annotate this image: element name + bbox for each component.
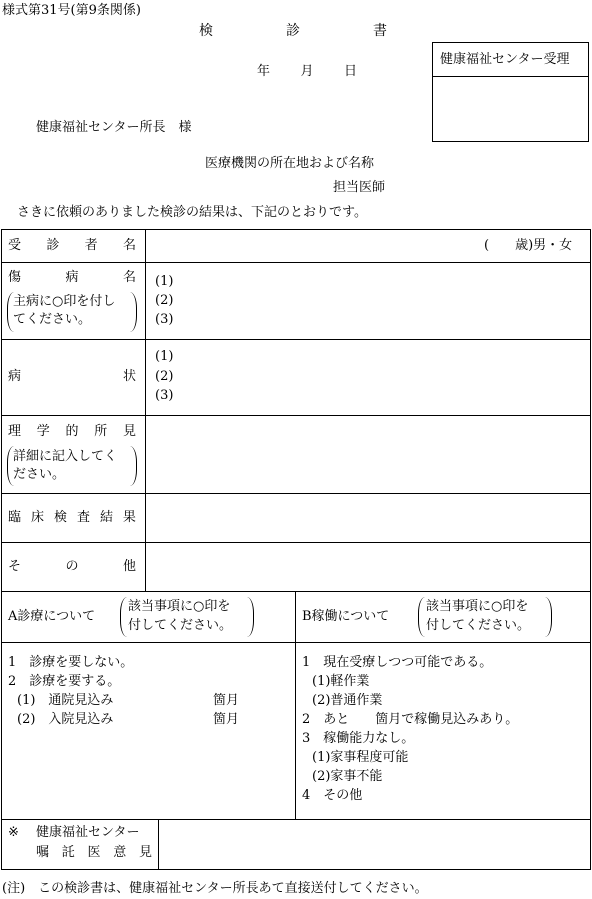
section-a-option: 1 診療を要しない。 — [8, 655, 134, 670]
patient-name-label: 受 診 者 名 — [8, 238, 136, 253]
addressee: 健康福祉センター所長 様 — [36, 120, 192, 135]
doctor-label: 担当医師 — [333, 180, 386, 195]
symptom-item: (1) — [155, 349, 174, 364]
section-a-unit: 箇月 — [213, 693, 240, 708]
symptom-item: (3) — [155, 388, 174, 403]
disease-note: てください。 — [13, 312, 92, 327]
date-day: 日 — [343, 64, 357, 79]
section-b-suboption: (2)家事不能 — [312, 769, 383, 784]
section-b-option: 2 あと 箇月で稼働見込みあり。 — [302, 712, 519, 727]
findings-note: ださい。 — [13, 467, 66, 482]
section-b-note: 該当事項に○印を — [426, 599, 529, 614]
disease-item: (1) — [155, 274, 174, 289]
section-b-note: 付してください。 — [426, 618, 531, 633]
section-a-note: 付してください。 — [128, 618, 233, 633]
disease-name-label: 傷 病 名 — [8, 270, 136, 285]
receipt-label: 健康福祉センター受理 — [440, 52, 570, 67]
title-char: 診 — [286, 23, 300, 39]
symptom-item: (2) — [155, 369, 174, 384]
title-char: 検 — [199, 23, 213, 39]
disease-item: (2) — [155, 293, 174, 308]
findings-note: 詳細に記入してく — [13, 449, 118, 464]
section-a-option: 2 診療を要する。 — [8, 674, 121, 689]
symptoms-label: 病 状 — [8, 369, 136, 384]
date-line — [257, 65, 357, 78]
opinion-label-line2: 嘱 託 医 意 見 — [36, 845, 152, 860]
section-b-option: 3 稼働能力なし。 — [302, 731, 415, 746]
intro-text: さきに依頼のありました検診の結果は、下記のとおりです。 — [17, 205, 367, 220]
section-b-suboption: (1)軽作業 — [312, 674, 370, 689]
lab-results-label: 臨 床 検 査 結 果 — [8, 510, 136, 525]
date-month: 月 — [300, 64, 314, 79]
section-a-suboption: (2) 入院見込み — [17, 712, 114, 727]
section-a-unit: 箇月 — [213, 712, 240, 727]
section-a-suboption: (1) 通院見込み — [17, 693, 114, 708]
institution-label: 医療機関の所在地および名称 — [205, 156, 375, 171]
disease-note: 主病に○印を付し — [13, 294, 116, 309]
title-char: 書 — [373, 23, 387, 39]
section-b-heading: B稼働について — [302, 609, 390, 624]
section-b-option: 4 その他 — [302, 788, 363, 803]
section-a-heading: A診療について — [8, 609, 96, 624]
other-label: そ の 他 — [8, 559, 136, 574]
form-number: 様式第31号(第9条関係) — [2, 3, 141, 18]
section-b-option: 1 現在受療しつつ可能である。 — [302, 655, 493, 670]
receipt-divider — [432, 76, 589, 77]
section-b-suboption: (2)普通作業 — [312, 693, 383, 708]
note-mark: ※ — [8, 825, 19, 840]
footnote: (注) この検診書は、健康福祉センター所長あて直接送付してください。 — [2, 881, 428, 896]
section-a-note: 該当事項に○印を — [128, 599, 231, 614]
age-sex-field: ( 歳)男・女 — [484, 238, 573, 253]
date-year: 年 — [257, 64, 271, 79]
opinion-label: 健康福祉センター — [36, 825, 140, 840]
section-b-suboption: (1)家事程度可能 — [312, 750, 409, 765]
findings-label: 理 学 的 所 見 — [8, 424, 136, 439]
document-title — [199, 24, 387, 38]
disease-item: (3) — [155, 312, 174, 327]
